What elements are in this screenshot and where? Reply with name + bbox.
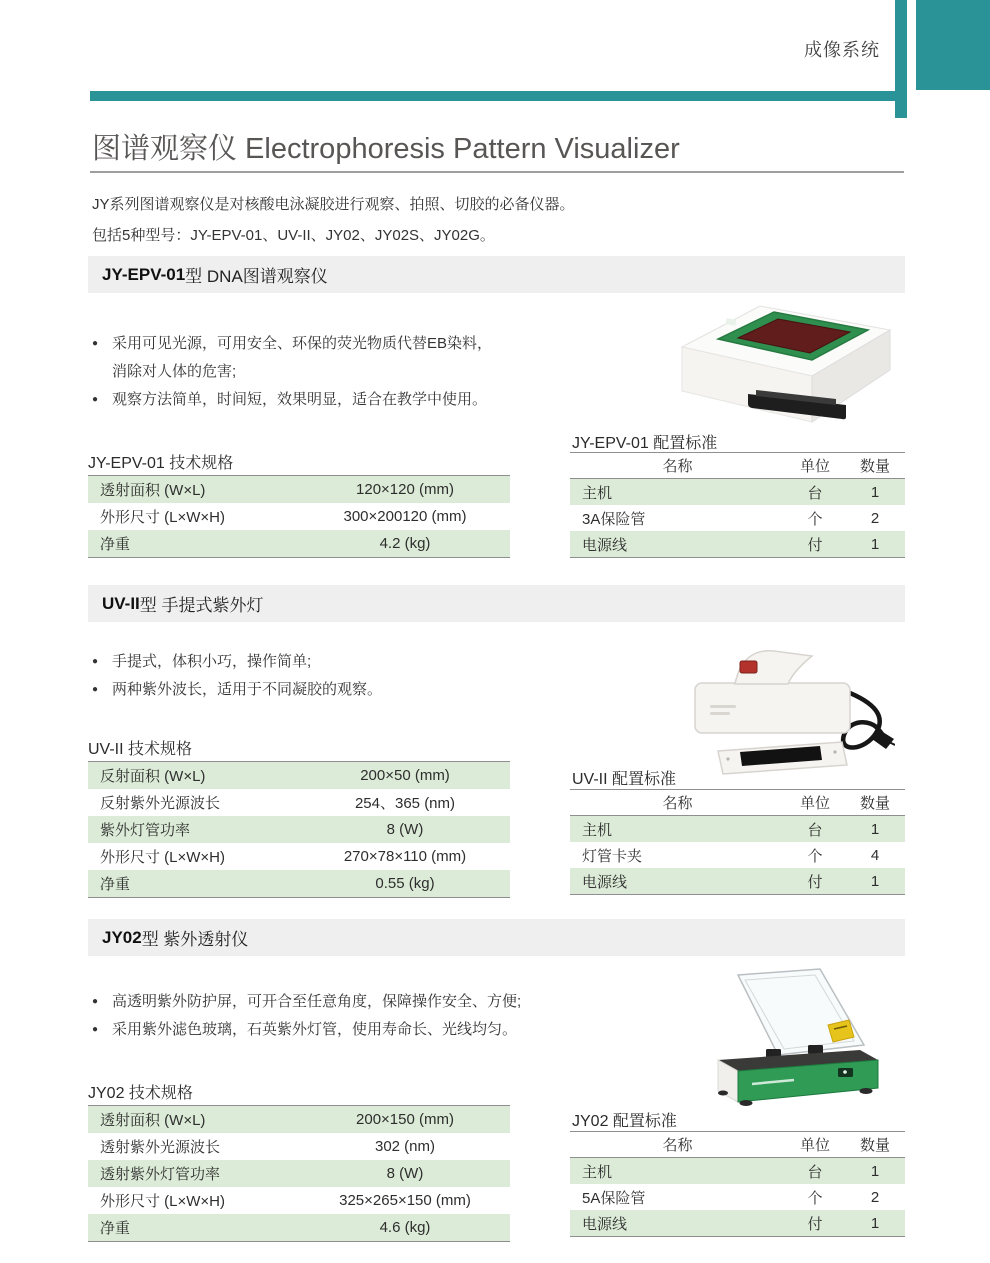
config-row <box>570 868 905 894</box>
config-item-qty: 2 <box>870 509 880 527</box>
spec-label: 净重 <box>100 1220 131 1237</box>
corner-tag: 成像系统 <box>804 40 880 60</box>
feature-bullet <box>92 386 492 414</box>
intro-line: 包括5种型号：JY-EPV-01、UV-II、JY02、JY02S、JY02G。 <box>92 227 495 244</box>
spec-row <box>88 789 510 816</box>
screw-dot <box>833 750 836 753</box>
spec-row <box>88 530 510 557</box>
config-table-jy02 <box>570 1131 905 1237</box>
feature-bullet <box>92 988 562 1016</box>
feature-list <box>92 988 562 1044</box>
config-header-unit: 单位 <box>799 458 830 475</box>
product-image-jy-epv-01 <box>660 292 905 427</box>
config-header-qty: 数量 <box>859 1137 890 1154</box>
bullet-dot-icon: ● <box>92 656 99 667</box>
config-header-row <box>570 1132 905 1158</box>
spec-caption: JY02 技术规格 <box>88 1085 193 1102</box>
spec-caption: UV-II 技术规格 <box>88 741 193 758</box>
feature-list <box>92 648 512 704</box>
product-image-jy02 <box>690 963 890 1106</box>
bullet-dot-icon: ● <box>92 1024 99 1035</box>
config-row <box>570 1158 905 1184</box>
section-title-text: 型 DNA图谱观察仪 <box>185 267 328 286</box>
bullet-dot-icon: ● <box>92 996 99 1007</box>
spec-row <box>88 762 510 789</box>
config-header-qty: 数量 <box>859 795 890 812</box>
spec-value: 270×78×110 (mm) <box>343 848 467 865</box>
section-header-uv-ii <box>88 585 905 622</box>
teal-corner-block <box>916 0 990 90</box>
spec-table-uv-ii <box>88 761 510 898</box>
spec-label: 紫外灯管功率 <box>100 822 191 839</box>
bullet-dot-icon: ● <box>92 684 99 695</box>
spec-label: 外形尺寸 (L×W×H) <box>100 1193 226 1210</box>
config-item-unit: 个 <box>807 510 823 528</box>
config-row <box>570 505 905 531</box>
config-item-name: 主机 <box>582 821 613 839</box>
config-header-unit: 单位 <box>799 795 830 812</box>
spec-table-jy-epv-01 <box>88 475 510 558</box>
spec-row <box>88 1106 510 1133</box>
spec-value: 200×150 (mm) <box>356 1111 454 1128</box>
section-header-jy02 <box>88 919 905 956</box>
config-item-unit: 付 <box>807 536 823 554</box>
config-header-unit: 单位 <box>799 1137 830 1154</box>
section-header-jy-epv-01 <box>88 256 905 293</box>
config-header-name: 名称 <box>662 458 693 475</box>
config-item-unit: 台 <box>807 1163 823 1181</box>
foot <box>860 1088 873 1094</box>
config-item-qty: 1 <box>870 535 880 553</box>
config-header-row <box>570 453 905 479</box>
spec-label: 净重 <box>100 876 131 893</box>
config-caption: JY02 配置标准 <box>572 1113 677 1130</box>
spec-value: 4.6 (kg) <box>379 1219 431 1236</box>
config-item-name: 电源线 <box>582 536 628 554</box>
config-header-name: 名称 <box>662 1137 693 1154</box>
config-item-name: 电源线 <box>582 1215 628 1233</box>
intro-line: JY系列图谱观察仪是对核酸电泳凝胶进行观察、拍照、切胶的必备仪器。 <box>92 196 575 213</box>
config-table-uv-ii <box>570 789 905 895</box>
spec-label: 透射紫外灯管功率 <box>100 1166 221 1183</box>
spec-row <box>88 1187 510 1214</box>
bullet-dot-icon: ● <box>92 394 99 405</box>
spec-label: 透射紫外光源波长 <box>100 1139 221 1156</box>
product-image-uv-ii <box>680 623 895 775</box>
config-item-unit: 付 <box>807 873 823 891</box>
plug-prong <box>889 742 895 745</box>
lid-hinge <box>808 1045 823 1054</box>
config-row <box>570 479 905 505</box>
feature-text: 观察方法简单，时间短，效果明显，适合在教学中使用。 <box>112 391 488 408</box>
feature-bullet <box>92 330 492 386</box>
config-item-name: 5A保险管 <box>582 1189 646 1207</box>
spec-label: 透射面积 (W×L) <box>100 482 206 499</box>
config-item-qty: 1 <box>870 1162 880 1180</box>
spec-value: 200×50 (mm) <box>360 767 450 784</box>
spec-value: 302 (nm) <box>374 1138 436 1155</box>
spec-row <box>88 1160 510 1187</box>
power-switch <box>740 661 757 673</box>
config-row <box>570 1184 905 1210</box>
spec-label: 反射面积 (W×L) <box>100 768 206 785</box>
config-item-qty: 2 <box>870 1188 880 1206</box>
spec-row <box>88 816 510 843</box>
feature-text: 两种紫外波长，适用于不同凝胶的观察。 <box>112 681 383 698</box>
config-item-unit: 台 <box>807 484 823 502</box>
foot <box>740 1100 753 1106</box>
config-item-unit: 个 <box>807 847 823 865</box>
spec-row <box>88 870 510 897</box>
config-row <box>570 531 905 557</box>
config-item-name: 电源线 <box>582 873 628 891</box>
spec-row <box>88 476 510 503</box>
config-header-name: 名称 <box>662 795 693 812</box>
config-header-row <box>570 790 905 816</box>
feature-text: 手提式，体积小巧，操作简单; <box>112 653 312 670</box>
config-body <box>570 479 905 557</box>
switch-dot <box>843 1070 847 1074</box>
section-title-text: 型 手提式紫外灯 <box>139 596 264 615</box>
feature-bullet <box>92 676 512 704</box>
config-body <box>570 1158 905 1236</box>
config-item-qty: 1 <box>870 483 880 501</box>
config-item-name: 3A保险管 <box>582 510 646 528</box>
config-body <box>570 816 905 894</box>
section-model: UV-II <box>102 593 140 613</box>
config-table-jy-epv-01 <box>570 452 905 558</box>
section-title-text: 型 紫外透射仪 <box>141 930 249 949</box>
spec-value: 0.55 (kg) <box>375 875 435 892</box>
config-item-name: 主机 <box>582 1163 613 1181</box>
spec-label: 透射面积 (W×L) <box>100 1112 206 1129</box>
spec-value: 325×265×150 (mm) <box>339 1192 471 1209</box>
bullet-dot-icon: ● <box>92 338 99 349</box>
spec-row <box>88 843 510 870</box>
spec-label: 净重 <box>100 536 131 553</box>
screw-dot <box>726 757 729 760</box>
feature-text: 采用可见光源，可用安全、环保的荧光物质代替EB染料，消除对人体的危害; <box>112 335 493 380</box>
config-item-name: 灯管卡夹 <box>582 847 643 865</box>
spec-label: 外形尺寸 (L×W×H) <box>100 509 226 526</box>
feature-list <box>92 330 492 414</box>
teal-header-bar <box>90 91 907 101</box>
config-item-name: 主机 <box>582 484 613 502</box>
spec-value: 300×200120 (mm) <box>343 508 467 525</box>
feature-bullet <box>92 648 512 676</box>
config-row <box>570 816 905 842</box>
page-title: 图谱观察仪 Electrophoresis Pattern Visualizer <box>92 133 680 165</box>
config-item-unit: 付 <box>807 1215 823 1233</box>
title-underline <box>90 171 904 173</box>
config-header-qty: 数量 <box>859 458 890 475</box>
spec-value: 8 (W) <box>386 821 424 838</box>
feature-text: 高透明紫外防护屏，可开合至任意角度，保障操作安全、方便; <box>112 993 522 1010</box>
spec-value: 120×120 (mm) <box>356 481 454 498</box>
spec-label: 反射紫外光源波长 <box>100 795 221 812</box>
config-item-qty: 4 <box>870 846 880 864</box>
feature-bullet <box>92 1016 562 1044</box>
vent-slot <box>710 705 736 708</box>
spec-row <box>88 1133 510 1160</box>
config-item-unit: 台 <box>807 821 823 839</box>
feature-text: 采用紫外滤色玻璃，石英紫外灯管，使用寿命长、光线均匀。 <box>112 1021 518 1038</box>
spec-value: 254、365 (nm) <box>354 795 456 812</box>
section-model: JY02 <box>102 927 142 947</box>
spec-table-jy02 <box>88 1105 510 1242</box>
section-model: JY-EPV-01 <box>102 264 186 284</box>
spec-label: 外形尺寸 (L×W×H) <box>100 849 226 866</box>
config-item-qty: 1 <box>870 820 880 838</box>
config-row <box>570 842 905 868</box>
spec-caption: JY-EPV-01 技术规格 <box>88 455 234 472</box>
vent-slot <box>710 712 730 715</box>
spec-value: 8 (W) <box>386 1165 424 1182</box>
spec-row <box>88 1214 510 1241</box>
config-caption: JY-EPV-01 配置标准 <box>572 435 718 452</box>
spec-value: 4.2 (kg) <box>379 535 431 552</box>
config-item-qty: 1 <box>870 872 880 890</box>
foot <box>718 1091 728 1096</box>
spec-row <box>88 503 510 530</box>
config-row <box>570 1210 905 1236</box>
config-caption: UV-II 配置标准 <box>572 771 677 788</box>
config-item-unit: 个 <box>807 1189 823 1207</box>
config-item-qty: 1 <box>870 1214 880 1232</box>
